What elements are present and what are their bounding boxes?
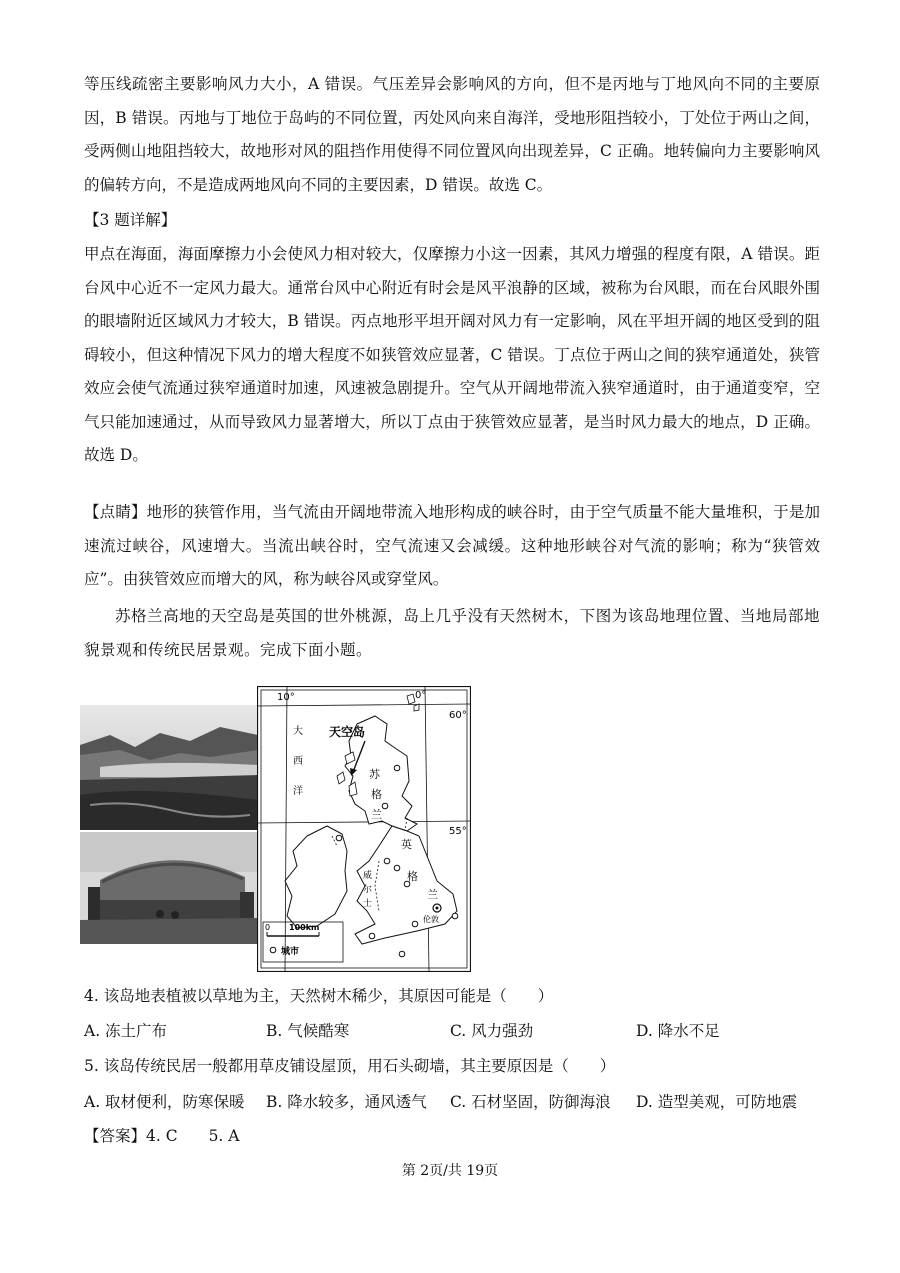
- lat-60-label: 60°: [449, 710, 467, 721]
- q4-option-a: A. 冻土广布: [84, 1022, 168, 1040]
- q4-option-b: B. 气候酷寒: [266, 1022, 350, 1040]
- q5-option-a: A. 取材便利，防寒保暖: [84, 1093, 245, 1111]
- london-label: 伦敦: [423, 915, 439, 924]
- wales-label-2: 尔: [363, 885, 373, 895]
- scotland-label-1: 苏: [369, 768, 380, 781]
- question-4: 4. 该岛地表植被以草地为主，天然树木稀少，其原因可能是（ ）: [84, 987, 554, 1005]
- scotland-label-2: 格: [371, 788, 382, 801]
- atlantic-label-2: 西: [293, 756, 303, 767]
- england-label-2: 格: [407, 870, 418, 883]
- paragraph-q3-explanation: 甲点在海面，海面摩擦力小会使风力相对较大，仅摩擦力小这一因素，其风力增强的程度有限，A 错误。距台风中心近不一定风力最大。通常台风中心附近有时会是风平浪静的区域，被称为台风眼，而在台风眼外围的眼墙附近区域风力才较大，B 错误。丙点地形平坦开阔对风力有一定影响，风在平坦开阔的地区受到的阻碍较小，但这种情况下风力的增大程度不如狭管效应显著，C 错误。丁点位于两山之间的狭窄通道处，狭管效应会使气流通过狭窄通道时加速，风速被急剧提升。空气从开阔地带流入狭窄通道时，由于通道变窄，空气只能加速通过，从而导致风力显著增大，所以丁点由于狭管效应显著，是当时风力最大的地点，D 正确。故选 D。: [84, 245, 820, 464]
- lat-55-label: 55°: [449, 826, 467, 837]
- answer-line: 【答案】4. C 5. A: [84, 1127, 240, 1145]
- question-5-options: [84, 1090, 824, 1114]
- scotland-label-3: 兰: [371, 808, 382, 821]
- question-4-options: [84, 1019, 824, 1043]
- q4-option-c: C. 风力强劲: [450, 1022, 534, 1040]
- paragraph-2-explanation-end: 等压线疏密主要影响风力大小，A 错误。气压差异会影响风的方向，但不是丙地与丁地风向不同的主要原因，B 错误。丙地与丁地位于岛屿的不同位置，丙处风向来自海洋，受地形阻挡较小，丁处位于两山之间，受两侧山地阻挡较大，故地形对风的阻挡作用使得不同位置风向出现差异，C 正确。地转偏向力主要影响风的偏转方向，不是造成两地风向不同的主要因素，D 错误。故选 C。: [84, 75, 820, 194]
- skye-label: 天空岛: [329, 725, 366, 739]
- legend-city-label: 城市: [281, 947, 300, 957]
- traditional-house-photo: [80, 832, 258, 944]
- question-5: 5. 该岛传统民居一般都用草皮铺设屋顶，用石头砌墙，其主要原因是（ ）: [84, 1057, 616, 1075]
- section-heading-q3: 【3 题详解】: [84, 211, 177, 229]
- q5-option-d: D. 造型美观，可防地震: [636, 1093, 798, 1111]
- page-footer: 第 2页/共 19页: [401, 1163, 499, 1179]
- wales-label-3: 士: [363, 899, 373, 909]
- england-label-3: 兰: [427, 888, 438, 901]
- lon-0-label: 0°: [415, 690, 427, 701]
- atlantic-label-3: 洋: [293, 786, 303, 797]
- scale-zero: 0: [265, 923, 271, 932]
- lon-10-label: 10°: [277, 692, 295, 703]
- uk-location-map: [257, 686, 471, 972]
- landscape-photo: [80, 705, 258, 830]
- england-label-1: 英: [401, 838, 412, 851]
- scale-label: 100km: [289, 923, 320, 932]
- paragraph-intro-skye: 苏格兰高地的天空岛是英国的世外桃源，岛上几乎没有天然树木，下图为该岛地理位置、当地局部地貌景观和传统民居景观。完成下面小题。: [84, 607, 820, 659]
- paragraph-key-point: 【点睛】地形的狭管作用，当气流由开阔地带流入地形构成的峡谷时，由于空气质量不能大量堆积，于是加速流过峡谷，风速增大。当流出峡谷时，空气流速又会减缓。这种地形峡谷对气流的影响；称为“狭管效应”。由狭管效应而增大的风，称为峡谷风或穿堂风。: [84, 503, 820, 588]
- q5-option-c: C. 石材坚固，防御海浪: [450, 1093, 611, 1111]
- atlantic-label-1: 大: [293, 726, 303, 737]
- q4-option-d: D. 降水不足: [636, 1022, 720, 1040]
- wales-label-1: 威: [363, 871, 373, 881]
- q5-option-b: B. 降水较多，通风透气: [266, 1093, 427, 1111]
